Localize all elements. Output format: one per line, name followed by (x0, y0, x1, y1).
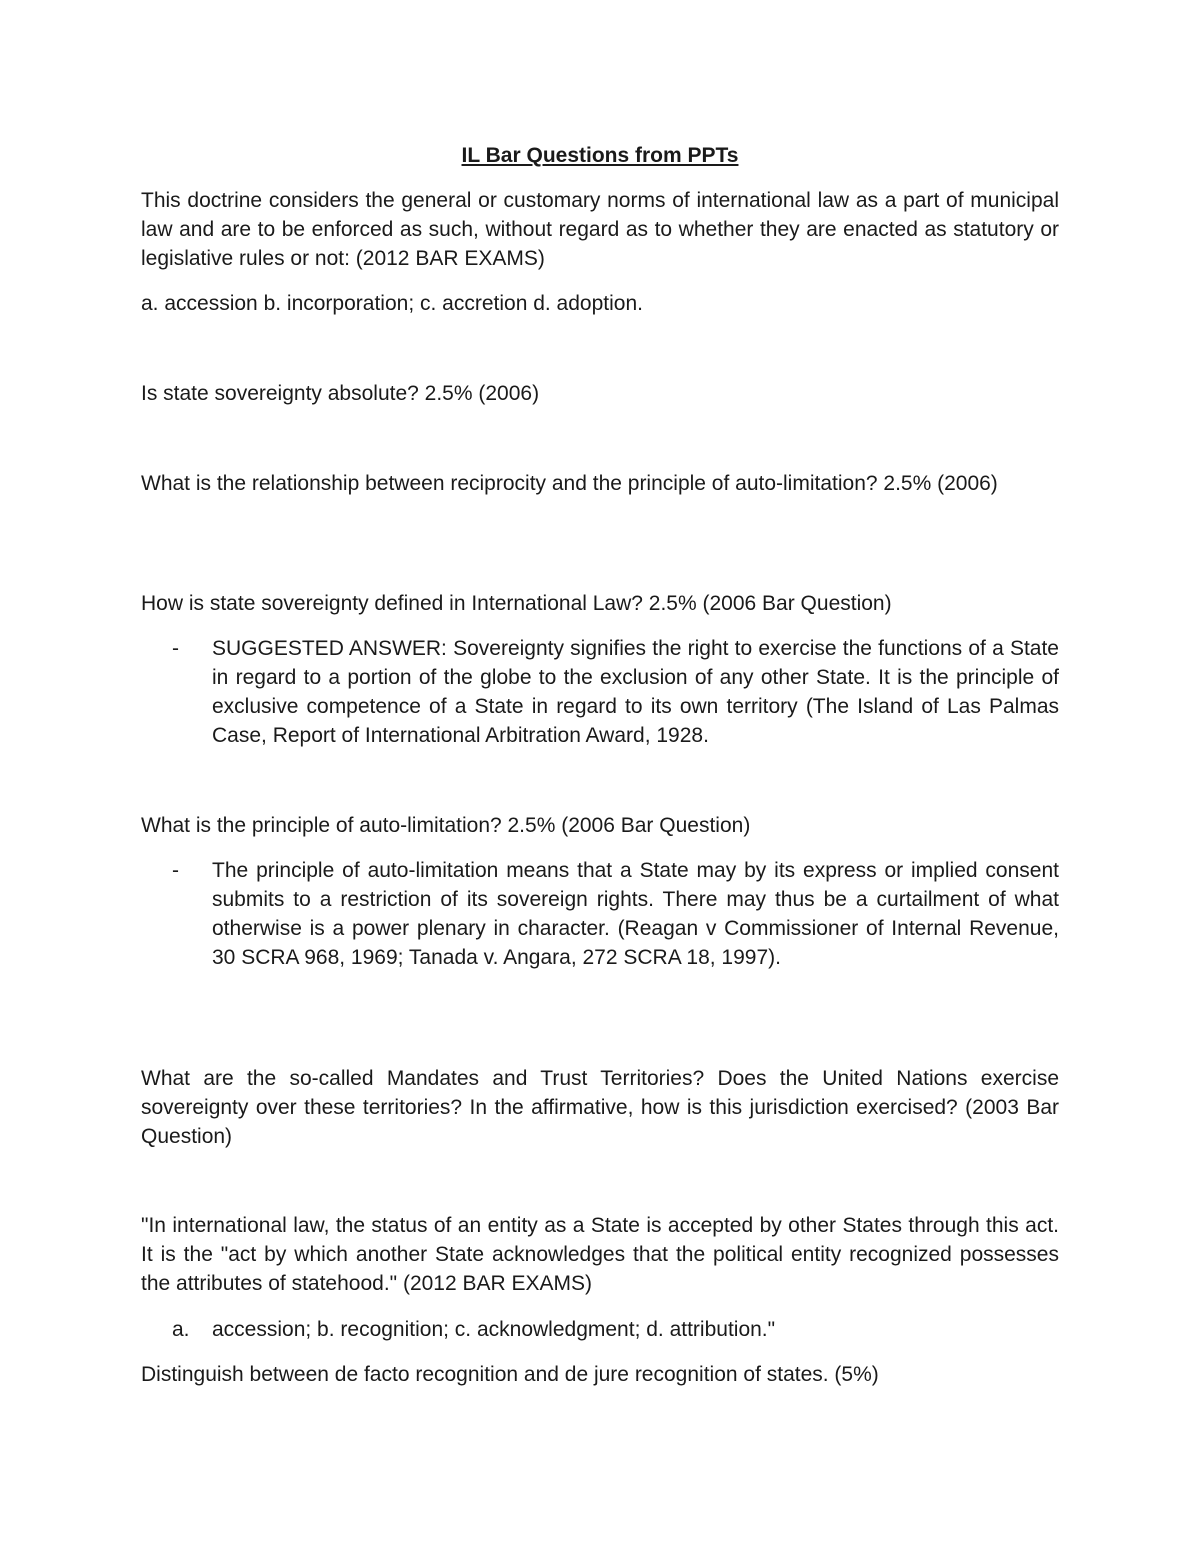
bullet-dash: - (172, 859, 179, 882)
question-1-text: This doctrine considers the general or customary norms of international law as a part of municipal law and are to be enforced as such, without regard as to whether they are enacted as statutory or legislative rules or not: (2012 BAR EXAMS) (141, 189, 1059, 270)
question-7-choices-item (172, 1315, 1059, 1344)
question-8-text: Distinguish between de facto recognition and de jure recognition of states. (5%) (141, 1363, 879, 1386)
question-5-answer-item (172, 856, 1059, 972)
list-marker: a. (172, 1318, 190, 1341)
question-4-text: How is state sovereignty defined in International Law? 2.5% (2006 Bar Question) (141, 592, 892, 615)
question-4-answer-item (172, 634, 1059, 750)
bullet-dash: - (172, 637, 179, 660)
question-4-answer: SUGGESTED ANSWER: Sovereignty signifies the right to exercise the functions of a State in regard to a portion of the globe to the exclusion of any other State. It is the principle of exclusive competence of a State in regard to its own territory (The Island of Las Palmas Case, Report of International Arbitration Award, 1928. (212, 637, 1059, 747)
question-3-text: What is the relationship between reciprocity and the principle of auto-limitation? 2.5% (2006) (141, 472, 998, 495)
question-5-text: What is the principle of auto-limitation? 2.5% (2006 Bar Question) (141, 814, 751, 837)
question-7-text: "In international law, the status of an entity as a State is accepted by other States through this act. It is the "act by which another State acknowledges that the political entity recognized possesses the attributes of statehood." (2012 BAR EXAMS) (141, 1214, 1059, 1295)
question-2-text: Is state sovereignty absolute? 2.5% (2006) (141, 382, 540, 405)
question-6-text: What are the so-called Mandates and Trust Territories? Does the United Nations exercise sovereignty over these territories? In the affirmative, how is this jurisdiction exercised? (2003 Bar Question) (141, 1067, 1059, 1148)
question-5-answer: The principle of auto-limitation means that a State may by its express or implied consent submits to a restriction of its sovereign rights. There may thus be a curtailment of what otherwise is a power plenary in character. (Reagan v Commissioner of Internal Revenue, 30 SCRA 968, 1969; Tanada v. Angara, 272 SCRA 18, 1997). (212, 859, 1059, 969)
question-7-choices: accession; b. recognition; c. acknowledgment; d. attribution." (212, 1318, 776, 1341)
question-1-choices: a. accession b. incorporation; c. accretion d. adoption. (141, 292, 643, 315)
document-title: IL Bar Questions from PPTs (461, 144, 739, 167)
